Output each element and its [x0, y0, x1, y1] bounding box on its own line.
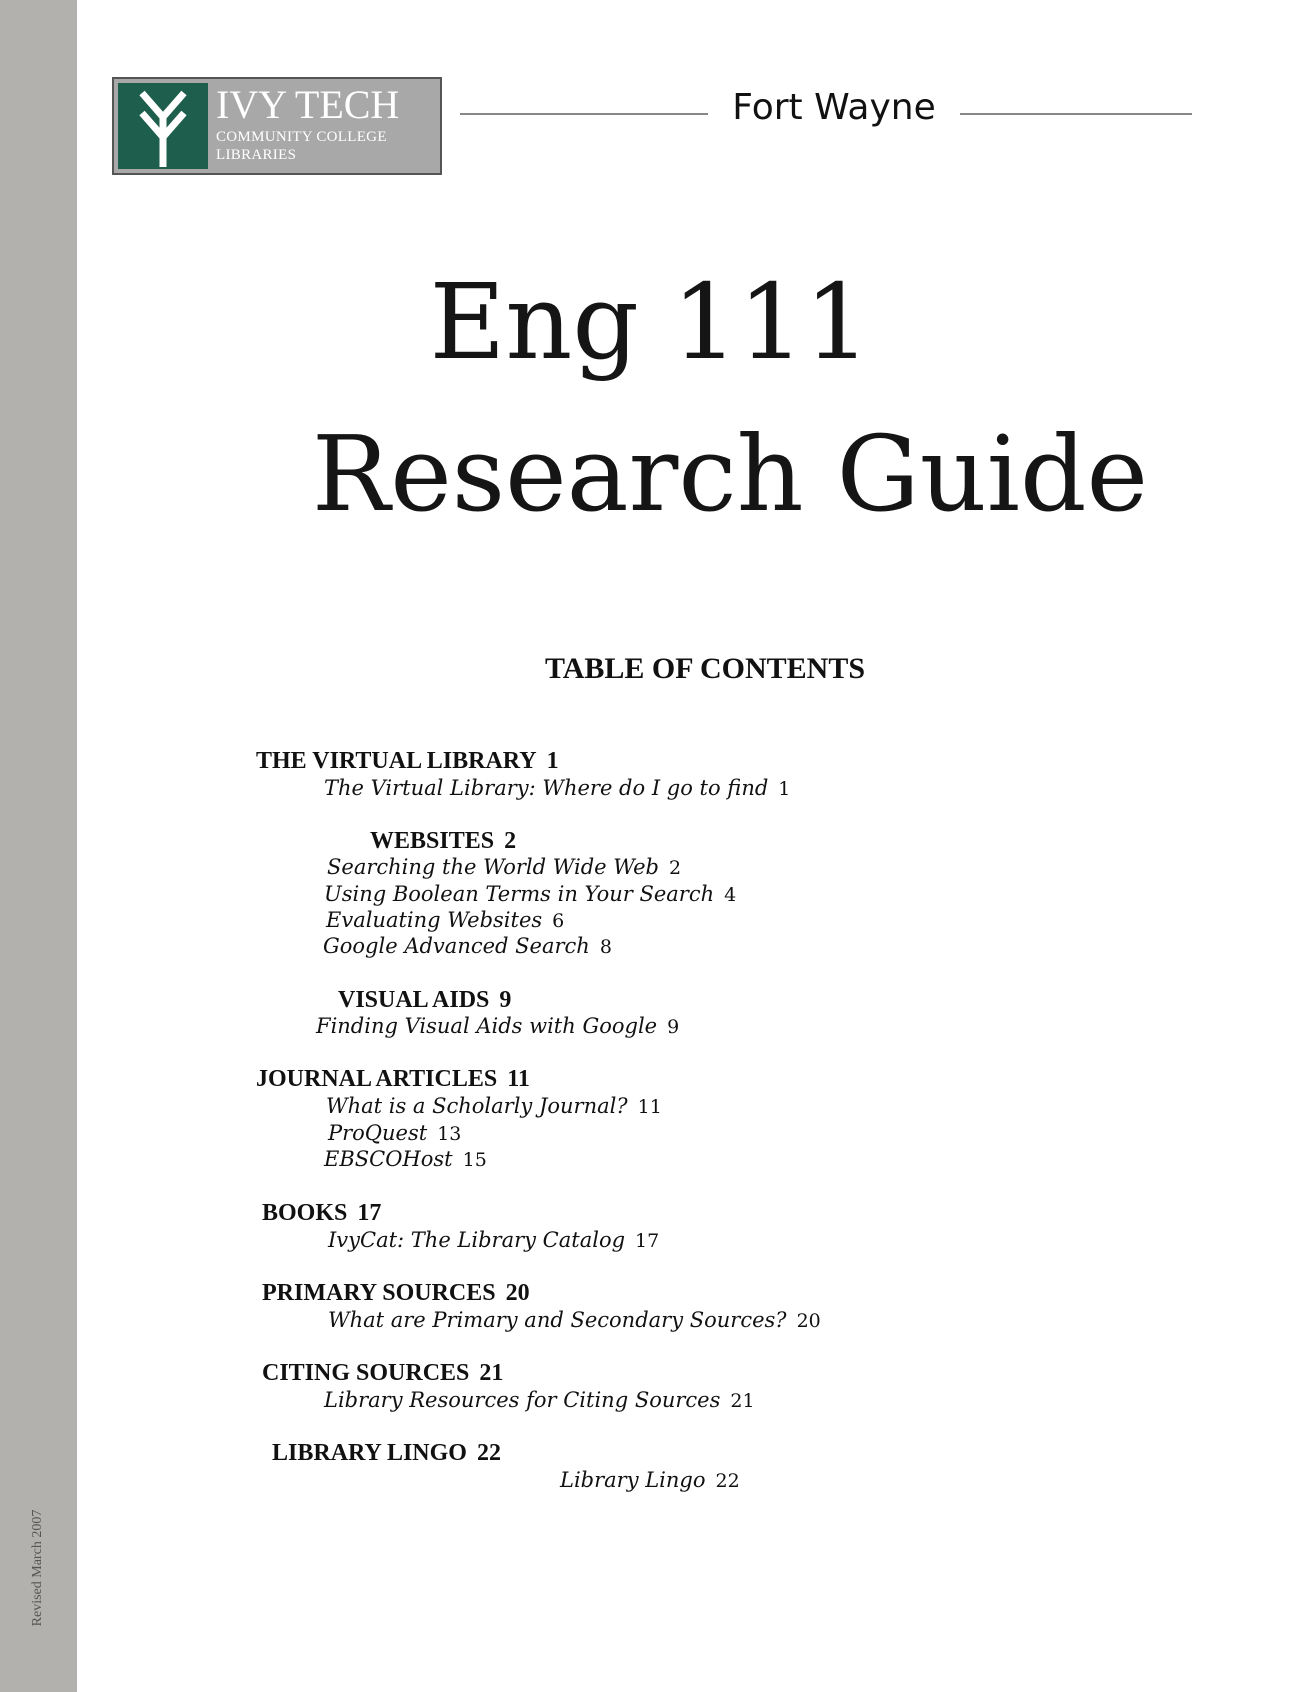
toc-page-number: 9: [667, 1016, 680, 1038]
toc-item-title: Evaluating Websites: [326, 908, 543, 932]
toc-item-title: Library Resources for Citing Sources: [324, 1388, 721, 1412]
toc-page-number: 17: [635, 1230, 660, 1252]
header-rule-left: [460, 113, 708, 115]
toc-page-number: 15: [462, 1149, 487, 1171]
toc-page-number: 9: [499, 987, 512, 1013]
toc-item-title: IvyCat: The Library Catalog: [328, 1228, 626, 1252]
toc-section-title: THE VIRTUAL LIBRARY: [256, 748, 537, 774]
toc-heading: TABLE OF CONTENTS: [544, 652, 866, 685]
toc-page-number: 6: [552, 910, 565, 932]
toc-section-title: CITING SOURCES: [262, 1360, 470, 1386]
toc-page-number: 11: [637, 1096, 662, 1118]
toc-item-title: Finding Visual Aids with Google: [316, 1014, 658, 1038]
toc-page-number: 1: [546, 748, 559, 774]
toc-page-number: 11: [507, 1066, 530, 1092]
ivy-tech-logo: [112, 77, 442, 175]
toc-page-number: 17: [357, 1200, 382, 1226]
logo-name: IVY TECH: [216, 82, 400, 127]
toc-page-number: 2: [504, 828, 517, 854]
toc-item-title: Using Boolean Terms in Your Search: [324, 882, 715, 906]
logo-subtitle: COMMUNITY COLLEGE: [216, 129, 387, 145]
revised-note: Revised March 2007: [30, 1509, 45, 1627]
toc-item-title: ProQuest: [328, 1121, 428, 1145]
logo-subtitle-2: LIBRARIES: [216, 147, 297, 163]
toc-item-title: What is a Scholarly Journal?: [326, 1094, 628, 1118]
toc-page-number: 21: [730, 1390, 755, 1412]
toc-section-title: BOOKS: [262, 1200, 348, 1226]
toc-item-title: Google Advanced Search: [323, 934, 590, 958]
toc-item-title: The Virtual Library: Where do I go to find: [324, 776, 769, 800]
toc-page-number: 13: [437, 1123, 462, 1145]
toc-item-title: Library Lingo: [560, 1468, 706, 1492]
toc-page-number: 22: [476, 1440, 501, 1466]
toc-page-number: 2: [668, 857, 682, 879]
toc-item-title: What are Primary and Secondary Sources?: [328, 1308, 787, 1332]
toc-section-title: VISUAL AIDS: [338, 987, 490, 1013]
toc-page-number: 20: [505, 1280, 530, 1306]
ivy-leaf-icon: [118, 83, 208, 169]
toc-page-number: 21: [479, 1360, 504, 1386]
toc-page-number: 22: [715, 1470, 740, 1492]
toc-page-number: 8: [599, 936, 612, 958]
left-sidebar-band: [0, 0, 77, 1692]
toc-section-title: WEBSITES: [370, 828, 495, 854]
page-title-line-2: Research Guide: [311, 413, 1149, 535]
toc-page-number: 20: [796, 1310, 821, 1332]
toc-page-number: 4: [724, 884, 737, 906]
toc-section-title: LIBRARY LINGO: [272, 1440, 467, 1466]
header-rule-right: [960, 113, 1192, 115]
toc-item-title: Searching the World Wide Web: [327, 855, 659, 879]
toc-page-number: 1: [778, 778, 791, 800]
campus-name: Fort Wayne: [732, 87, 936, 128]
toc-section-title: PRIMARY SOURCES: [262, 1280, 496, 1306]
toc-item-title: EBSCOHost: [324, 1147, 453, 1171]
toc-section-title: JOURNAL ARTICLES: [256, 1066, 498, 1092]
page-title-line-1: Eng 111: [429, 261, 871, 383]
